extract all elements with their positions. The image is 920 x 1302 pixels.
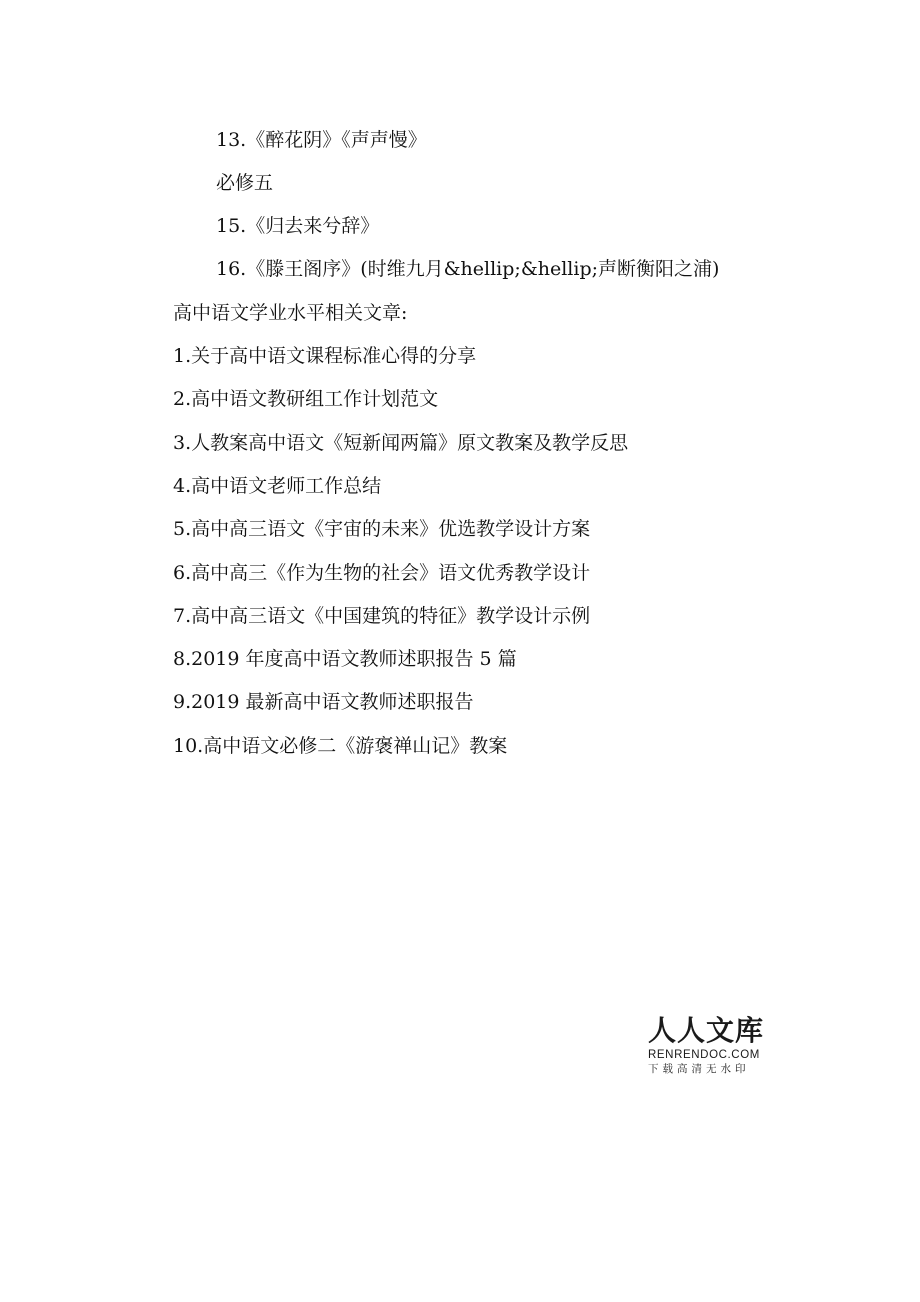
related-link[interactable]: 4.高中语文老师工作总结 bbox=[173, 475, 382, 497]
related-link[interactable]: 6.高中高三《作为生物的社会》语文优秀教学设计 bbox=[173, 562, 591, 584]
related-heading: 高中语文学业水平相关文章: bbox=[173, 302, 408, 324]
watermark-tagline: 下载高清无水印 bbox=[648, 1063, 750, 1075]
section-item: 13.《醉花阴》《声声慢》 bbox=[216, 129, 427, 151]
watermark-logo bbox=[648, 1014, 772, 1076]
section-item: 15.《归去来兮辞》 bbox=[216, 215, 380, 237]
watermark-domain: RENRENDOC.COM bbox=[648, 1049, 760, 1061]
watermark-name: 人人文库 bbox=[648, 1014, 765, 1047]
related-link[interactable]: 8.2019 年度高中语文教师述职报告 5 篇 bbox=[173, 648, 517, 670]
related-link[interactable]: 3.人教案高中语文《短新闻两篇》原文教案及教学反思 bbox=[173, 432, 629, 454]
related-link[interactable]: 2.高中语文教研组工作计划范文 bbox=[173, 388, 439, 410]
related-link[interactable]: 1.关于高中语文课程标准心得的分享 bbox=[173, 345, 477, 367]
related-link[interactable]: 7.高中高三语文《中国建筑的特征》教学设计示例 bbox=[173, 605, 591, 627]
related-link[interactable]: 5.高中高三语文《宇宙的未来》优选教学设计方案 bbox=[173, 518, 591, 540]
section-item: 必修五 bbox=[216, 172, 274, 194]
section-item: 16.《滕王阁序》(时维九月&hellip;&hellip;声断衡阳之浦) bbox=[216, 258, 720, 280]
related-link[interactable]: 9.2019 最新高中语文教师述职报告 bbox=[173, 691, 474, 713]
related-link[interactable]: 10.高中语文必修二《游褒禅山记》教案 bbox=[173, 735, 508, 757]
